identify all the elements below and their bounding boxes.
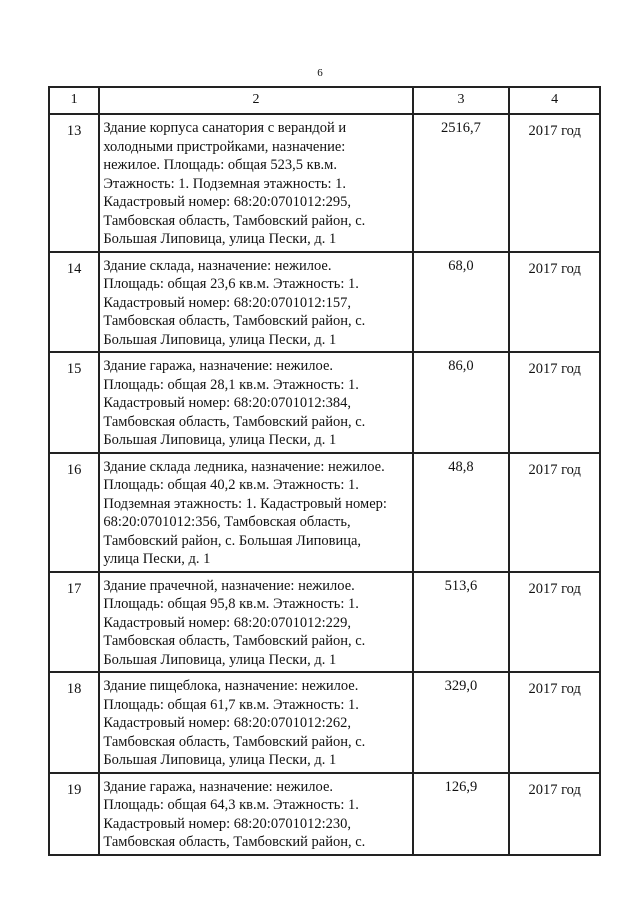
description-line: Тамбовский район, с. Большая Липовица, bbox=[103, 532, 362, 549]
row-description bbox=[100, 573, 413, 674]
description-line: Здание склада, назначение: нежилое. bbox=[103, 257, 332, 274]
description-line: Кадастровый номер: 68:20:0701012:230, bbox=[103, 815, 351, 832]
description-line: улица Пески, д. 1 bbox=[103, 551, 211, 567]
description-line: Кадастровый номер: 68:20:0701012:229, bbox=[103, 614, 351, 631]
description-line: холодными пристройками, назначение: bbox=[103, 138, 346, 155]
description-line: Площадь: общая 95,8 кв.м. Этажность: 1. bbox=[103, 596, 359, 612]
description-line: Кадастровый номер: 68:20:0701012:157, bbox=[103, 294, 351, 311]
row-description bbox=[100, 673, 413, 774]
row-number: 14 bbox=[50, 253, 100, 354]
row-number: 15 bbox=[50, 353, 100, 454]
row-year: 2017 год bbox=[510, 454, 601, 573]
description-line: Здание гаража, назначение: нежилое. bbox=[103, 358, 334, 374]
description-line: нежилое. Площадь: общая 523,5 кв.м. bbox=[103, 157, 337, 173]
row-year: 2017 год bbox=[510, 253, 601, 354]
header-cell-1: 1 bbox=[50, 88, 100, 115]
row-year: 2017 год bbox=[510, 774, 601, 856]
row-value: 86,0 bbox=[414, 353, 511, 454]
description-line: Тамбовская область, Тамбовский район, с. bbox=[103, 633, 366, 649]
page-number: 6 bbox=[317, 67, 323, 79]
description-line: Подземная этажность: 1. Кадастровый номер: bbox=[103, 495, 387, 512]
row-description bbox=[100, 253, 413, 354]
row-year: 2017 год bbox=[510, 573, 601, 674]
description-line: Здание прачечной, назначение: нежилое. bbox=[103, 577, 355, 594]
description-line: Тамбовская область, Тамбовский район, с. bbox=[103, 834, 366, 850]
property-table bbox=[48, 86, 601, 856]
description-line: Большая Липовица, улица Пески, д. 1 bbox=[103, 432, 337, 448]
description-line: 68:20:0701012:356, Тамбовская область, bbox=[103, 514, 351, 530]
row-number: 19 bbox=[50, 774, 100, 856]
row-year: 2017 год bbox=[510, 673, 601, 774]
table-row bbox=[50, 774, 601, 856]
header-cell-2: 2 bbox=[100, 88, 413, 115]
description-line: Площадь: общая 28,1 кв.м. Этажность: 1. bbox=[103, 376, 359, 393]
description-line: Кадастровый номер: 68:20:0701012:295, bbox=[103, 194, 351, 210]
row-year: 2017 год bbox=[510, 115, 601, 253]
description-line: Этажность: 1. Подземная этажность: 1. bbox=[103, 175, 346, 192]
description-line: Кадастровый номер: 68:20:0701012:262, bbox=[103, 715, 351, 731]
table-row bbox=[50, 115, 601, 253]
table-row bbox=[50, 573, 601, 674]
row-value: 513,6 bbox=[414, 573, 511, 674]
table-row bbox=[50, 353, 601, 454]
description-line: Площадь: общая 64,3 кв.м. Этажность: 1. bbox=[103, 797, 359, 813]
row-year: 2017 год bbox=[510, 353, 601, 454]
table-row bbox=[50, 253, 601, 354]
description-line: Большая Липовица, улица Пески, д. 1 bbox=[103, 331, 337, 348]
description-line: Тамбовская область, Тамбовский район, с. bbox=[103, 313, 366, 329]
row-value: 68,0 bbox=[414, 253, 511, 354]
description-line: Тамбовская область, Тамбовский район, с. bbox=[103, 733, 366, 750]
description-line: Большая Липовица, улица Пески, д. 1 bbox=[103, 231, 337, 247]
description-line: Тамбовская область, Тамбовский район, с. bbox=[103, 413, 366, 430]
description-line: Площадь: общая 40,2 кв.м. Этажность: 1. bbox=[103, 477, 359, 493]
description-line: Большая Липовица, улица Пески, д. 1 bbox=[103, 651, 337, 668]
description-line: Здание склада ледника, назначение: нежилое. bbox=[103, 458, 385, 475]
table-header-row bbox=[50, 88, 601, 115]
row-number: 13 bbox=[50, 115, 100, 253]
row-description bbox=[100, 353, 413, 454]
description-line: Тамбовская область, Тамбовский район, с. bbox=[103, 212, 366, 229]
row-value: 48,8 bbox=[414, 454, 511, 573]
row-value: 2516,7 bbox=[414, 115, 511, 253]
row-number: 17 bbox=[50, 573, 100, 674]
table-row bbox=[50, 673, 601, 774]
row-number: 16 bbox=[50, 454, 100, 573]
description-line: Кадастровый номер: 68:20:0701012:384, bbox=[103, 395, 351, 411]
row-description bbox=[100, 774, 413, 856]
header-cell-4: 4 bbox=[510, 88, 601, 115]
description-line: Здание пищеблока, назначение: нежилое. bbox=[103, 678, 359, 694]
row-value: 126,9 bbox=[414, 774, 511, 856]
description-line: Большая Липовица, улица Пески, д. 1 bbox=[103, 752, 337, 768]
description-line: Здание корпуса санатория с верандой и bbox=[103, 120, 347, 136]
row-number: 18 bbox=[50, 673, 100, 774]
row-description bbox=[100, 454, 413, 573]
description-line: Здание гаража, назначение: нежилое. bbox=[103, 778, 334, 795]
row-value: 329,0 bbox=[414, 673, 511, 774]
row-description bbox=[100, 115, 413, 253]
header-cell-3: 3 bbox=[414, 88, 511, 115]
description-line: Площадь: общая 61,7 кв.м. Этажность: 1. bbox=[103, 696, 359, 713]
table-row bbox=[50, 454, 601, 573]
description-line: Площадь: общая 23,6 кв.м. Этажность: 1. bbox=[103, 276, 359, 292]
